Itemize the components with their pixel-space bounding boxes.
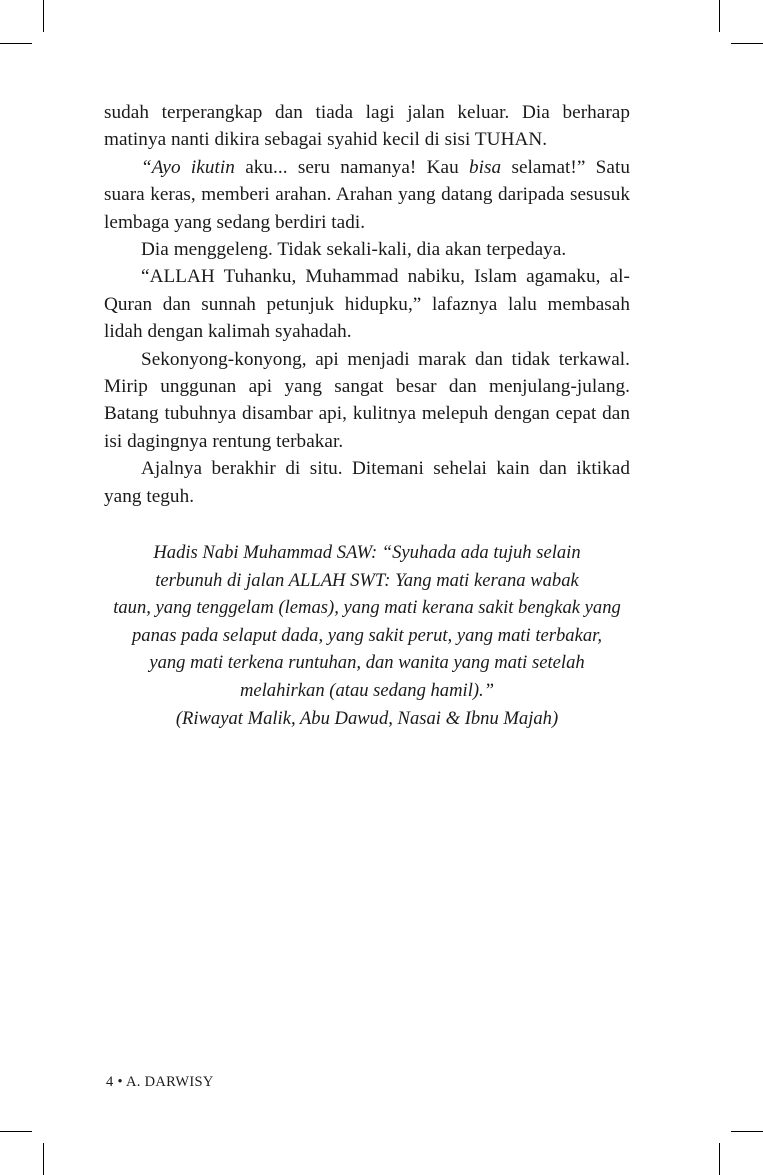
page-number: 4 (106, 1074, 114, 1090)
paragraph-4 (104, 263, 630, 345)
paragraph-text: aku... seru namanya! Kau (234, 156, 469, 178)
paragraph-text: Sekonyong-konyong, api menjadi marak dan tidak terkawal. Mirip unggunan api yang sangat besar dan menjulang-julang. Batang tubuhnya disambar api, kulitnya melepuh dengan cepat dan isi dagingnya rentung terbakar. (104, 348, 630, 452)
hadith-citation: (Riwayat Malik, Abu Dawud, Nasai & Ibnu Majah) (175, 707, 559, 729)
crop-mark-top-right-vertical (719, 0, 720, 32)
paragraph-2 (104, 154, 630, 236)
hadith-quote (104, 539, 630, 732)
hadith-line: melahirkan (atau sedang hamil).” (239, 679, 495, 701)
paragraph-text: sudah terperangkap dan tiada lagi jalan keluar. Dia berharap matinya nanti dikira sebagai syahid kecil di sisi TUHAN. (104, 102, 630, 151)
crop-mark-bottom-right-vertical (719, 1143, 720, 1175)
paragraph-6 (104, 455, 630, 510)
hadith-line: yang mati terkena runtuhan, dan wanita yang mati setelah (149, 652, 585, 674)
body-text (104, 99, 630, 510)
paragraph-text: selamat!” Satu suara keras, memberi arahan. Arahan yang datang daripada sesusuk lembaga yang sedang berdiri tadi. (104, 156, 630, 233)
paragraph-text-italic: “Ayo ikutin (141, 156, 235, 178)
paragraph-text: Dia menggeleng. Tidak sekali-kali, dia akan terpedaya. (141, 239, 567, 261)
paragraph-3 (104, 236, 630, 263)
paragraph-5 (104, 346, 630, 456)
hadith-line: panas pada selaput dada, yang sakit perut, yang mati terbakar, (132, 624, 602, 646)
page-footer (106, 1074, 214, 1091)
paragraph-text: Ajalnya berakhir di situ. Ditemani sehelai kain dan iktikad yang teguh. (104, 458, 630, 507)
crop-mark-top-right-horizontal (731, 43, 763, 44)
crop-mark-bottom-left-vertical (43, 1143, 44, 1175)
hadith-line: terbunuh di jalan ALLAH SWT: Yang mati kerana wabak (155, 569, 579, 591)
hadith-line: taun, yang tenggelam (lemas), yang mati kerana sakit bengkak yang (113, 597, 621, 619)
crop-mark-bottom-right-horizontal (731, 1131, 763, 1132)
crop-mark-bottom-left-horizontal (0, 1131, 32, 1132)
hadith-line: Hadis Nabi Muhammad SAW: “Syuhada ada tujuh selain (153, 542, 581, 563)
crop-mark-top-left-vertical (43, 0, 44, 32)
author-name: A. DARWISY (126, 1074, 214, 1090)
paragraph-text-italic: bisa (469, 156, 502, 178)
paragraph-1 (104, 99, 630, 154)
footer-separator: • (117, 1074, 123, 1090)
paragraph-text: “ALLAH Tuhanku, Muhammad nabiku, Islam agamaku, al-Quran dan sunnah petunjuk hidupku,” lafaznya lalu membasah lidah dengan kalimah syahadah. (104, 266, 630, 343)
crop-mark-top-left-horizontal (0, 43, 32, 44)
